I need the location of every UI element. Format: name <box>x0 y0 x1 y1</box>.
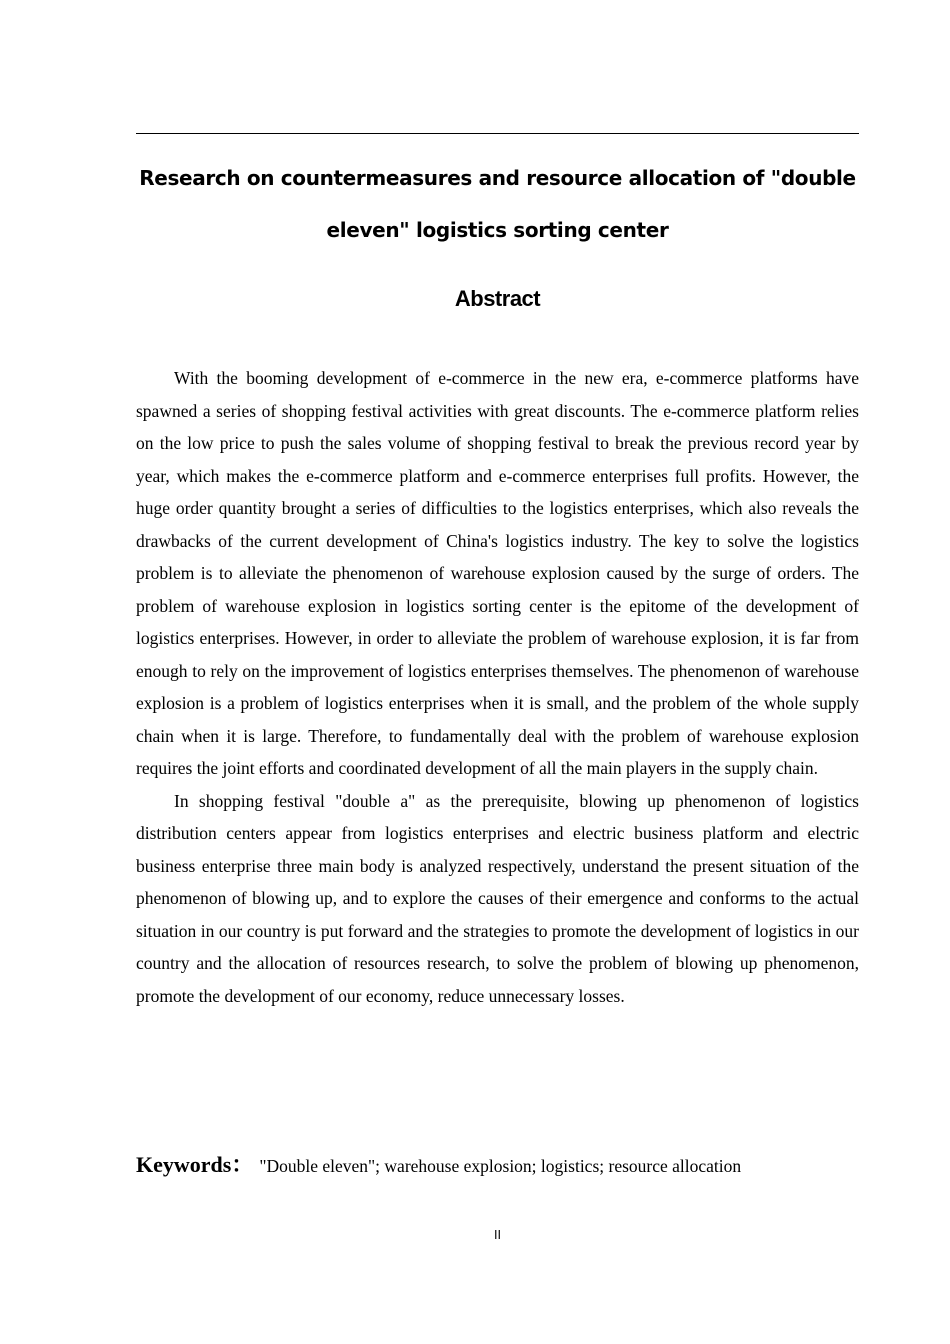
header-rule <box>136 133 859 134</box>
abstract-paragraph-2: In shopping festival "double a" as the prerequisite, blowing up phenomenon of logistics distribution centers appear from logistics enterprises and electric business platform and electric business enterprise three main body is analyzed respectively, understand the present situation of the phenomenon of blowing up, and to explore the causes of their emergence and conforms to the actual situation in our country is put forward and the strategies to promote the development of logistics in our country and the allocation of resources research, to solve the problem of blowing up phenomenon, promote the development of our economy, reduce unnecessary losses. <box>136 790 859 1006</box>
paper-title-line-2: eleven" logistics sorting center <box>326 218 669 242</box>
abstract-body <box>136 362 859 1012</box>
page-number: II <box>493 1228 502 1242</box>
keywords-separator: ： <box>231 1152 254 1177</box>
paper-title-line-1: Research on countermeasures and resource allocation of "double <box>139 166 856 190</box>
paper-title <box>136 152 859 256</box>
abstract-heading: Abstract <box>454 286 541 311</box>
keywords-label: Keywords <box>136 1152 232 1177</box>
abstract-paragraph-1: With the booming development of e-commerce in the new era, e-commerce platforms have spawned a series of shopping festival activities with great discounts. The e-commerce platform relies on the low price to push the sales volume of shopping festival to break the previous record year by year, which makes the e-commerce platform and e-commerce enterprises full profits. However, the huge order quantity brought a series of difficulties to the logistics enterprises, which also reveals the drawbacks of the current development of China's logistics industry. The key to solve the logistics problem is to alleviate the phenomenon of warehouse explosion caused by the surge of orders. The problem of warehouse explosion in logistics sorting center is the epitome of the development of logistics enterprises. However, in order to alleviate the problem of warehouse explosion, it is far from enough to rely on the improvement of logistics enterprises themselves. The phenomenon of warehouse explosion is a problem of logistics enterprises when it is small, and the problem of the whole supply chain when it is large. Therefore, to fundamentally deal with the problem of warehouse explosion requires the joint efforts and coordinated development of all the main players in the supply chain. <box>136 368 859 778</box>
keywords-values: "Double eleven"; warehouse explosion; logistics; resource allocation <box>259 1156 742 1176</box>
keywords-line <box>136 1148 859 1179</box>
